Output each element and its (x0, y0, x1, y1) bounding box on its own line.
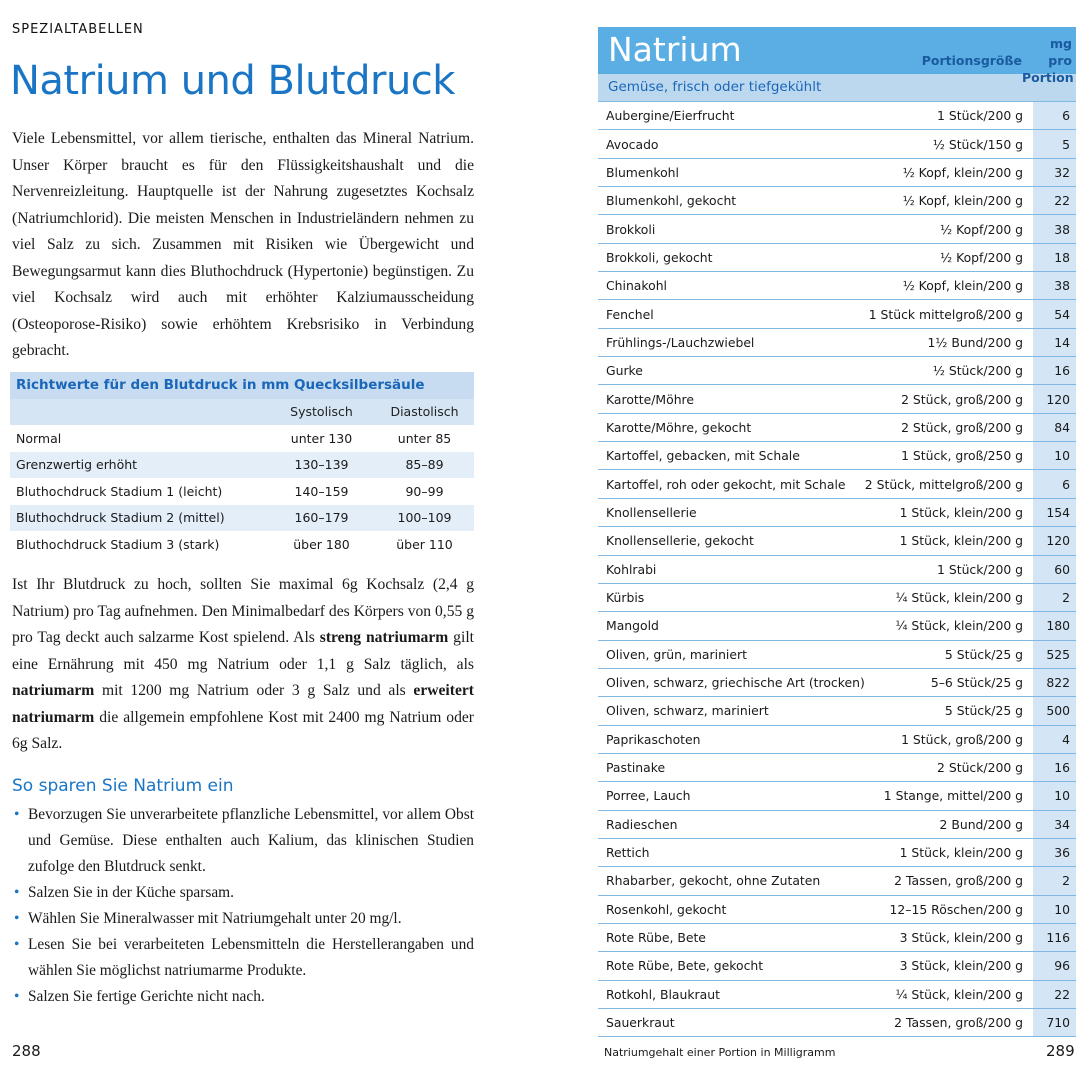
food-name: Fenchel (598, 300, 865, 328)
sodium-table-row (598, 697, 1076, 725)
portion-size: 1 Stück, klein/200 g (865, 838, 1033, 866)
sodium-mg: 10 (1033, 895, 1076, 923)
sodium-mg: 96 (1033, 952, 1076, 980)
sodium-table-row (598, 810, 1076, 838)
sodium-mg: 120 (1033, 385, 1076, 413)
portion-size: 2 Bund/200 g (865, 810, 1033, 838)
portion-size: 3 Stück, klein/200 g (865, 952, 1033, 980)
bullet-icon: • (14, 988, 20, 1005)
food-name: Gurke (598, 357, 865, 385)
sodium-mg: 38 (1033, 215, 1076, 243)
portion-size: 2 Stück, groß/200 g (865, 413, 1033, 441)
food-name: Kürbis (598, 583, 865, 611)
intro-paragraph: Viele Lebensmittel, vor allem tierische, enthalten das Mineral Natrium. Unser Körper braucht es für den Flüssigkeitshaushalt und die Nervenreizleitung. Hauptquelle ist der Nahrung zugesetztes Kochsalz (Natriumchlorid). Die meisten Menschen in Industrieländern nehmen zu viel Salz zu sich. Zusammen mit Risiken wie Übergewicht und Bewegungsarmut kann dies Bluthochdruck (Hypertonie) begünstigen. Zu viel Kochsalz wird auch mit erhöhter Kalziumausscheidung (Osteoporose-Risiko) sowie erhöhtem Krebsrisiko in Verbindung gebracht. (12, 130, 474, 359)
portion-size: 5 Stück/25 g (865, 640, 1033, 668)
portion-size: 2 Tassen, groß/200 g (865, 867, 1033, 895)
bp-category: Bluthochdruck Stadium 2 (mittel) (10, 505, 268, 532)
portion-size: 1 Stück, klein/200 g (865, 527, 1033, 555)
sodium-table-row (598, 413, 1076, 441)
bp-table-row (10, 452, 474, 479)
tips-heading: So sparen Sie Natrium ein (12, 776, 234, 796)
bp-diastolic: unter 85 (375, 425, 474, 452)
tip-item (12, 932, 474, 984)
portion-size: 1 Stück, groß/250 g (865, 442, 1033, 470)
term-low-sodium: natriumarm (12, 682, 95, 699)
sodium-table-row (598, 187, 1076, 215)
portion-size: 1 Stück mittelgroß/200 g (865, 300, 1033, 328)
sodium-mg: 6 (1033, 102, 1076, 130)
sodium-mg: 16 (1033, 753, 1076, 781)
sodium-table-row (598, 612, 1076, 640)
sodium-table-row (598, 385, 1076, 413)
tip-text: Lesen Sie bei verarbeiteten Lebensmitteln die Herstellerangaben und wählen Sie möglichst natriumarme Produkte. (28, 936, 474, 979)
limits-text-1: Ist Ihr Blutdruck zu hoch, sollten Sie maximal 6g Kochsalz (2,4 g Natrium) pro Tag aufnehmen. Den Minimalbedarf des Körpers von 0,55 g pro Tag deckt auch salzarme Kost spielend. Als (12, 576, 474, 646)
sodium-table-row (598, 328, 1076, 356)
sodium-mg: 4 (1033, 725, 1076, 753)
portion-size: 3 Stück, klein/200 g (865, 923, 1033, 951)
sodium-mg: 36 (1033, 838, 1076, 866)
food-name: Knollensellerie (598, 498, 865, 526)
sodium-table-title: Natrium (608, 30, 742, 69)
portion-size: 2 Stück/200 g (865, 753, 1033, 781)
food-name: Rosenkohl, gekocht (598, 895, 865, 923)
bullet-icon: • (14, 910, 20, 927)
sodium-mg: 84 (1033, 413, 1076, 441)
sodium-mg: 5 (1033, 130, 1076, 158)
portion-size: ½ Kopf, klein/200 g (865, 187, 1033, 215)
portion-size: 2 Tassen, groß/200 g (865, 1009, 1033, 1037)
sodium-table-row (598, 442, 1076, 470)
footer-note: Natriumgehalt einer Portion in Milligramm (604, 1046, 836, 1059)
bullet-icon: • (14, 806, 20, 823)
bullet-icon: • (14, 884, 20, 901)
sodium-table-row (598, 102, 1076, 130)
portion-size: 5 Stück/25 g (865, 697, 1033, 725)
sodium-mg: 16 (1033, 357, 1076, 385)
bp-systolic: 160–179 (268, 505, 375, 532)
sodium-mg: 10 (1033, 442, 1076, 470)
sodium-table-row (598, 527, 1076, 555)
portion-size: 2 Stück, mittelgroß/200 g (865, 470, 1033, 498)
portion-size: ½ Kopf/200 g (865, 243, 1033, 271)
sodium-table-row (598, 753, 1076, 781)
food-name: Rettich (598, 838, 865, 866)
portion-size: 12–15 Röschen/200 g (865, 895, 1033, 923)
sodium-table-header (598, 27, 1076, 85)
food-name: Sauerkraut (598, 1009, 865, 1037)
food-name: Rote Rübe, Bete (598, 923, 865, 951)
food-name: Brokkoli, gekocht (598, 243, 865, 271)
limits-text-4: die allgemein empfohlene Kost mit 2400 mg Natrium oder 6g Salz. (12, 708, 474, 752)
limits-paragraph (12, 572, 474, 758)
column-header-portion: Portionsgröße (921, 53, 1022, 68)
food-name: Kohlrabi (598, 555, 865, 583)
tip-item (12, 906, 474, 932)
tip-text: Salzen Sie fertige Gerichte nicht nach. (28, 988, 265, 1005)
sodium-table-row (598, 130, 1076, 158)
food-name: Blumenkohl, gekocht (598, 187, 865, 215)
sodium-table-row (598, 782, 1076, 810)
term-strict-low-sodium: streng natriumarm (319, 629, 449, 646)
sodium-table-row (598, 158, 1076, 186)
sodium-mg: 10 (1033, 782, 1076, 810)
food-name: Oliven, grün, mariniert (598, 640, 865, 668)
food-name: Brokkoli (598, 215, 865, 243)
page-number-right: 289 (1046, 1042, 1075, 1060)
bp-header-systolic: Systolisch (268, 399, 375, 426)
sodium-mg: 180 (1033, 612, 1076, 640)
sodium-table-row (598, 498, 1076, 526)
sodium-table-row (598, 555, 1076, 583)
sodium-mg: 120 (1033, 527, 1076, 555)
portion-size: 2 Stück, groß/200 g (865, 385, 1033, 413)
portion-size: ½ Kopf/200 g (865, 215, 1033, 243)
sodium-table-row (598, 243, 1076, 271)
portion-size: 1 Stück/200 g (865, 102, 1033, 130)
sodium-table-row (598, 1009, 1076, 1037)
sodium-mg: 34 (1033, 810, 1076, 838)
sodium-mg: 154 (1033, 498, 1076, 526)
food-name: Frühlings-/Lauchzwiebel (598, 328, 865, 356)
sodium-table-row (598, 300, 1076, 328)
food-name: Paprikaschoten (598, 725, 865, 753)
sodium-mg: 500 (1033, 697, 1076, 725)
bp-systolic: 130–139 (268, 452, 375, 479)
sodium-mg: 116 (1033, 923, 1076, 951)
sodium-table-row (598, 583, 1076, 611)
bp-table-row (10, 478, 474, 505)
portion-size: ½ Stück/200 g (865, 357, 1033, 385)
tip-item (12, 880, 474, 906)
sodium-mg: 2 (1033, 867, 1076, 895)
bp-systolic: 140–159 (268, 478, 375, 505)
tip-item (12, 984, 474, 1010)
tip-text: Salzen Sie in der Küche sparsam. (28, 884, 235, 901)
portion-size: 5–6 Stück/25 g (865, 668, 1033, 696)
sodium-mg: 710 (1033, 1009, 1076, 1037)
food-name: Knollensellerie, gekocht (598, 527, 865, 555)
bp-table-title: Richtwerte für den Blutdruck in mm Quecksilbersäule (10, 372, 474, 399)
sodium-mg: 60 (1033, 555, 1076, 583)
sodium-mg: 22 (1033, 187, 1076, 215)
sodium-mg: 822 (1033, 668, 1076, 696)
sodium-mg: 54 (1033, 300, 1076, 328)
food-name: Karotte/Möhre, gekocht (598, 413, 865, 441)
bp-diastolic: 90–99 (375, 478, 474, 505)
sodium-mg: 14 (1033, 328, 1076, 356)
bp-category: Bluthochdruck Stadium 1 (leicht) (10, 478, 268, 505)
bp-diastolic: über 110 (375, 531, 474, 558)
portion-size: ¼ Stück, klein/200 g (865, 583, 1033, 611)
page-title: Natrium und Blutdruck (10, 58, 455, 104)
bp-systolic: unter 130 (268, 425, 375, 452)
portion-size: ½ Kopf, klein/200 g (865, 158, 1033, 186)
food-name: Aubergine/Eierfrucht (598, 102, 865, 130)
bp-systolic: über 180 (268, 531, 375, 558)
portion-size: 1 Stück/200 g (865, 555, 1033, 583)
bp-category: Normal (10, 425, 268, 452)
tip-text: Bevorzugen Sie unverarbeitete pflanzliche Lebensmittel, vor allem Obst und Gemüse. Diese enthalten auch Kalium, das klinischen Studien zufolge den Blutdruck senkt. (28, 806, 474, 875)
tip-item (12, 802, 474, 880)
sodium-table-row (598, 923, 1076, 951)
bullet-icon: • (14, 936, 20, 953)
sodium-table-row (598, 640, 1076, 668)
bp-diastolic: 85–89 (375, 452, 474, 479)
section-label: SPEZIALTABELLEN (12, 22, 144, 37)
category-heading: Gemüse, frisch oder tiefgekühlt (598, 74, 1076, 101)
food-name: Avocado (598, 130, 865, 158)
bp-table-row (10, 425, 474, 452)
sodium-table-row (598, 838, 1076, 866)
bp-diastolic: 100–109 (375, 505, 474, 532)
food-name: Kartoffel, gebacken, mit Schale (598, 442, 865, 470)
sodium-table-row (598, 867, 1076, 895)
bp-header-diastolic: Diastolisch (375, 399, 474, 426)
bp-header-empty (10, 399, 268, 426)
food-name: Pastinake (598, 753, 865, 781)
food-name: Blumenkohl (598, 158, 865, 186)
column-header-mg-line1: mg pro (1048, 36, 1072, 68)
sodium-table-box (598, 27, 1076, 1037)
bp-category: Grenzwertig erhöht (10, 452, 268, 479)
page-number-left: 288 (12, 1042, 41, 1060)
limits-text-2: gilt eine Ernährung mit 450 mg Natrium oder 1,1 g Salz täglich, als (12, 629, 474, 673)
sodium-mg: 6 (1033, 470, 1076, 498)
sodium-table-row (598, 952, 1076, 980)
food-name: Rotkohl, Blaukraut (598, 980, 865, 1008)
bp-table-row (10, 505, 474, 532)
sodium-table-row (598, 357, 1076, 385)
food-name: Radieschen (598, 810, 865, 838)
food-name: Chinakohl (598, 272, 865, 300)
sodium-table-row (598, 668, 1076, 696)
sodium-table-row (598, 470, 1076, 498)
food-name: Oliven, schwarz, mariniert (598, 697, 865, 725)
sodium-table-row (598, 895, 1076, 923)
food-name: Porree, Lauch (598, 782, 865, 810)
bp-category: Bluthochdruck Stadium 3 (stark) (10, 531, 268, 558)
tip-text: Wählen Sie Mineralwasser mit Natriumgehalt unter 20 mg/l. (28, 910, 402, 927)
sodium-mg: 2 (1033, 583, 1076, 611)
portion-size: 1 Stück, klein/200 g (865, 498, 1033, 526)
sodium-mg: 18 (1033, 243, 1076, 271)
sodium-table-row (598, 215, 1076, 243)
sodium-mg: 32 (1033, 158, 1076, 186)
food-name: Rhabarber, gekocht, ohne Zutaten (598, 867, 865, 895)
bp-table-row (10, 531, 474, 558)
portion-size: ¼ Stück, klein/200 g (865, 980, 1033, 1008)
sodium-table (598, 101, 1076, 1037)
food-name: Rote Rübe, Bete, gekocht (598, 952, 865, 980)
column-header-mg-line2: Portion (1022, 70, 1074, 85)
portion-size: ½ Stück/150 g (865, 130, 1033, 158)
sodium-mg: 525 (1033, 640, 1076, 668)
food-name: Karotte/Möhre (598, 385, 865, 413)
food-name: Mangold (598, 612, 865, 640)
limits-text-3: mit 1200 mg Natrium oder 3 g Salz und als (94, 682, 414, 699)
food-name: Kartoffel, roh oder gekocht, mit Schale (598, 470, 865, 498)
portion-size: ¼ Stück, klein/200 g (865, 612, 1033, 640)
portion-size: 1½ Bund/200 g (865, 328, 1033, 356)
column-header-mg (1022, 35, 1072, 86)
portion-size: 1 Stück, groß/200 g (865, 725, 1033, 753)
food-name: Oliven, schwarz, griechische Art (trocken) (598, 668, 865, 696)
sodium-mg: 38 (1033, 272, 1076, 300)
sodium-table-row (598, 725, 1076, 753)
tips-list (12, 802, 474, 1010)
term-extended-low-sodium: erweitert natriumarm (12, 682, 474, 726)
portion-size: 1 Stange, mittel/200 g (865, 782, 1033, 810)
blood-pressure-table (10, 372, 474, 558)
sodium-mg: 22 (1033, 980, 1076, 1008)
portion-size: ½ Kopf, klein/200 g (865, 272, 1033, 300)
sodium-table-row (598, 272, 1076, 300)
sodium-table-row (598, 980, 1076, 1008)
